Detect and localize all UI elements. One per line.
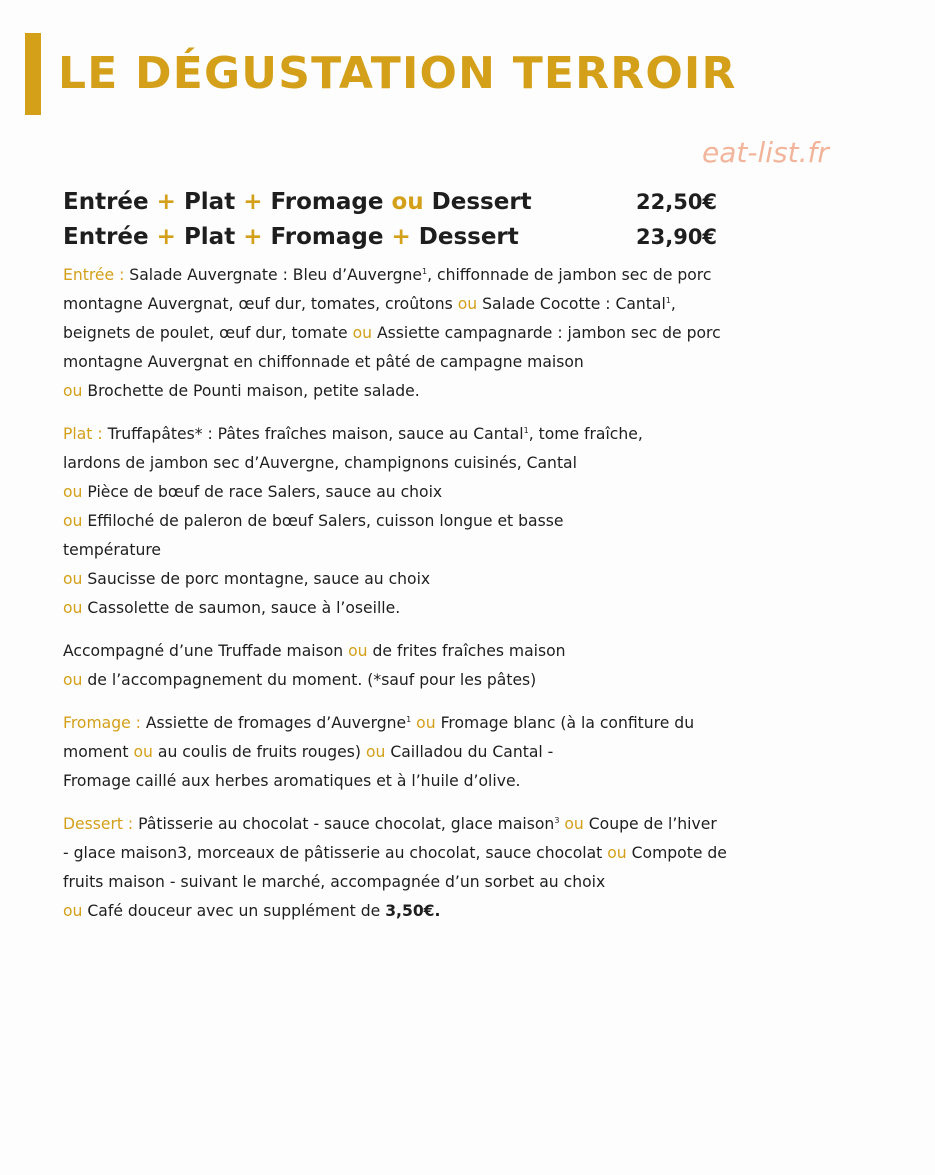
- or-connector: ou: [63, 902, 83, 920]
- section-plat: [63, 420, 823, 623]
- formula-row: [63, 219, 718, 255]
- formula-item: Plat: [183, 224, 236, 250]
- menu-line: [63, 839, 823, 868]
- formula-operator: +: [243, 189, 263, 215]
- menu-text: moment: [63, 743, 129, 761]
- menu-line: Fromage caillé aux herbes aromatiques et à l’huile d’olive.: [63, 772, 521, 790]
- menu-line: [63, 565, 823, 594]
- menu-content: [63, 261, 823, 940]
- menu-line: [63, 377, 823, 406]
- menu-text: Assiette de fromages d’Auvergne: [145, 714, 407, 732]
- formula-item: Entrée: [63, 224, 149, 250]
- or-connector: ou: [564, 815, 584, 833]
- menu-line: fruits maison - suivant le marché, accompagnée d’un sorbet au choix: [63, 873, 606, 891]
- formula-operator: +: [391, 224, 411, 250]
- menu-text: de l’accompagnement du moment. (*sauf pour les pâtes): [87, 671, 537, 689]
- or-connector: ou: [348, 642, 368, 660]
- page-title: LE DÉGUSTATION TERROIR: [58, 48, 737, 99]
- formula-item: Entrée: [63, 189, 149, 215]
- or-connector: ou: [365, 743, 386, 761]
- menu-text: Salade Cocotte : Cantal: [482, 295, 666, 313]
- section-label: Dessert :: [63, 815, 134, 833]
- or-connector: ou: [133, 743, 153, 761]
- formula-item: Dessert: [431, 189, 532, 215]
- or-connector: ou: [63, 570, 83, 588]
- footnote-mark: 3: [554, 816, 560, 825]
- menu-line: [63, 666, 823, 695]
- section-label: Entrée :: [63, 266, 125, 284]
- or-connector: ou: [607, 844, 627, 862]
- formula-item: Fromage: [270, 224, 384, 250]
- menu-text: Accompagné d’une Truffade maison: [63, 642, 344, 660]
- menu-line: [63, 290, 823, 319]
- or-connector: ou: [457, 295, 478, 313]
- menu-text: Pièce de bœuf de race Salers, sauce au choix: [87, 483, 443, 501]
- section-accompaniment: [63, 637, 823, 695]
- menu-text: , chiffonnade de jambon sec de porc: [427, 266, 712, 284]
- or-connector: ou: [352, 324, 373, 342]
- menu-text: de frites fraîches maison: [372, 642, 566, 660]
- menu-line: température: [63, 541, 162, 559]
- menu-text: Cassolette de saumon, sauce à l’oseille.: [87, 599, 401, 617]
- menu-text: beignets de poulet, œuf dur, tomate: [63, 324, 348, 342]
- menu-line: [63, 261, 823, 290]
- formula-operator: +: [243, 224, 263, 250]
- or-connector: ou: [63, 671, 83, 689]
- menu-line: [63, 594, 823, 623]
- section-label: Plat :: [63, 425, 103, 443]
- menu-text: Compote de: [631, 844, 727, 862]
- footnote-mark: 1: [665, 296, 671, 305]
- menu-line: [63, 897, 823, 926]
- menu-text: , tome fraîche,: [528, 425, 643, 443]
- formula-operator: +: [156, 224, 176, 250]
- menu-text: Coupe de l’hiver: [588, 815, 717, 833]
- formula-price: 23,90€: [636, 225, 718, 249]
- menu-line: [63, 507, 823, 536]
- section-fromage: [63, 709, 823, 796]
- section-entree: [63, 261, 823, 406]
- menu-text: Fromage blanc (à la confiture du: [440, 714, 695, 732]
- menu-text: au coulis de fruits rouges): [157, 743, 361, 761]
- menu-text: Café douceur avec un supplément de: [87, 902, 381, 920]
- menu-text: Saucisse de porc montagne, sauce au choix: [87, 570, 431, 588]
- menu-text: Salade Auvergnate : Bleu d’Auvergne: [129, 266, 423, 284]
- or-connector: ou: [63, 512, 83, 530]
- formula-price: 22,50€: [636, 190, 718, 214]
- section-label: Fromage :: [63, 714, 141, 732]
- menu-text: montagne Auvergnat, œuf dur, tomates, croûtons: [63, 295, 453, 313]
- footnote-mark: 1: [422, 267, 428, 276]
- or-connector: ou: [63, 599, 83, 617]
- formula-operator: +: [156, 189, 176, 215]
- menu-text: Brochette de Pounti maison, petite salade.: [87, 382, 420, 400]
- watermark: eat-list.fr: [702, 136, 829, 169]
- formula-operator: ou: [391, 189, 424, 215]
- footnote-mark: 1: [523, 426, 529, 435]
- menu-line: [63, 420, 823, 449]
- menu-line: [63, 709, 823, 738]
- menu-text: Assiette campagnarde : jambon sec de porc: [377, 324, 721, 342]
- menu-line: [63, 738, 823, 767]
- menu-line: [63, 478, 823, 507]
- menu-text: - glace maison3, morceaux de pâtisserie au chocolat, sauce chocolat: [63, 844, 603, 862]
- or-connector: ou: [63, 382, 83, 400]
- or-connector: ou: [63, 483, 83, 501]
- formula-item: Fromage: [270, 189, 384, 215]
- menu-line: [63, 810, 823, 839]
- menu-text: Pâtisserie au chocolat - sauce chocolat, glace maison: [138, 815, 555, 833]
- footnote-mark: 1: [406, 715, 412, 724]
- formula-item: Dessert: [418, 224, 519, 250]
- menu-line: [63, 319, 823, 348]
- menu-text: Cailladou du Cantal -: [390, 743, 554, 761]
- formula-item: Plat: [183, 189, 236, 215]
- menu-text: Effiloché de paleron de bœuf Salers, cuisson longue et basse: [87, 512, 564, 530]
- or-connector: ou: [416, 714, 436, 732]
- supplement-price: 3,50€.: [385, 902, 441, 920]
- menu-text: ,: [670, 295, 676, 313]
- menu-line: montagne Auvergnat en chiffonnade et pâté de campagne maison: [63, 353, 584, 371]
- menu-line: lardons de jambon sec d’Auvergne, champignons cuisinés, Cantal: [63, 454, 577, 472]
- menu-line: [63, 637, 823, 666]
- formula-row: [63, 184, 718, 220]
- section-dessert: [63, 810, 823, 926]
- title-accent-bar: [25, 33, 41, 115]
- menu-text: Truffapâtes* : Pâtes fraîches maison, sauce au Cantal: [107, 425, 524, 443]
